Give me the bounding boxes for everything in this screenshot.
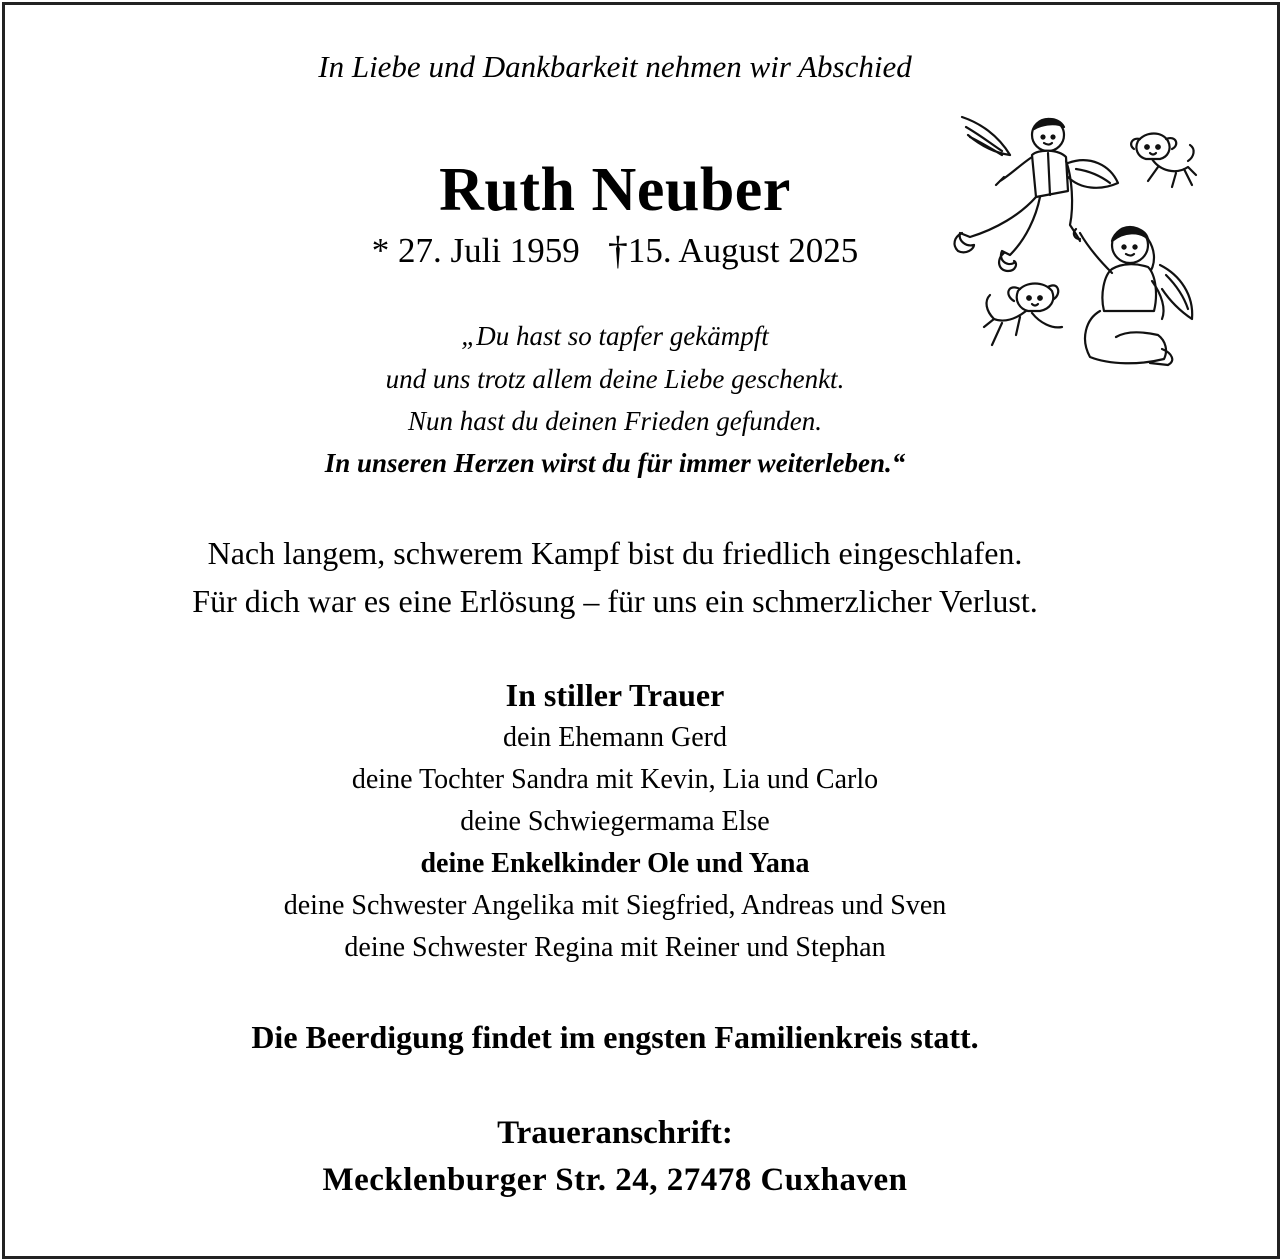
body-line-1: Nach langem, schwerem Kampf bist du friedlich eingeschlafen. bbox=[207, 535, 1023, 571]
boy-angel-icon bbox=[955, 117, 1118, 271]
puppy-icon bbox=[1131, 134, 1196, 188]
funeral-note: Die Beerdigung findet im engsten Familienkreis statt. bbox=[251, 1019, 979, 1055]
body-line-2: Für dich war es eine Erlösung – für uns ein schmerzlicher Verlust. bbox=[192, 583, 1038, 619]
intro-line: In Liebe und Dankbarkeit nehmen wir Abschied bbox=[318, 49, 912, 84]
birth-date: * 27. Juli 1959 bbox=[371, 231, 580, 270]
girl-angel-icon bbox=[1074, 227, 1192, 365]
quote-line-1: „Du hast so tapfer gekämpft bbox=[461, 321, 769, 351]
angels-and-puppies-illustration bbox=[940, 105, 1202, 375]
mourner-line: deine Tochter Sandra mit Kevin, Lia und Carlo bbox=[351, 764, 879, 795]
notice-frame bbox=[2, 2, 1280, 1259]
mourner-line: deine Schwester Angelika mit Siegfried, Andreas und Sven bbox=[283, 890, 947, 921]
quote-line-4: In unseren Herzen wirst du für immer weiterleben.“ bbox=[324, 448, 906, 478]
quote-line-2: und uns trotz allem deine Liebe geschenkt. bbox=[385, 364, 845, 394]
cross-icon: † bbox=[607, 228, 628, 273]
quote-line-3: Nun hast du deinen Frieden gefunden. bbox=[408, 406, 822, 436]
address-label: Traueranschrift: bbox=[497, 1115, 733, 1151]
mourner-line: deine Enkelkinder Ole und Yana bbox=[420, 848, 810, 879]
death-date: 15. August 2025 bbox=[627, 231, 859, 270]
deceased-name: Ruth Neuber bbox=[439, 156, 791, 224]
mourner-line: deine Schwiegermama Else bbox=[460, 806, 770, 837]
mourners-heading: In stiller Trauer bbox=[505, 677, 725, 713]
address: Mecklenburger Str. 24, 27478 Cuxhaven bbox=[322, 1162, 908, 1198]
mourner-line: dein Ehemann Gerd bbox=[503, 722, 727, 753]
puppy-icon bbox=[984, 284, 1062, 346]
mourner-line: deine Schwester Regina mit Reiner und Stephan bbox=[344, 932, 886, 963]
